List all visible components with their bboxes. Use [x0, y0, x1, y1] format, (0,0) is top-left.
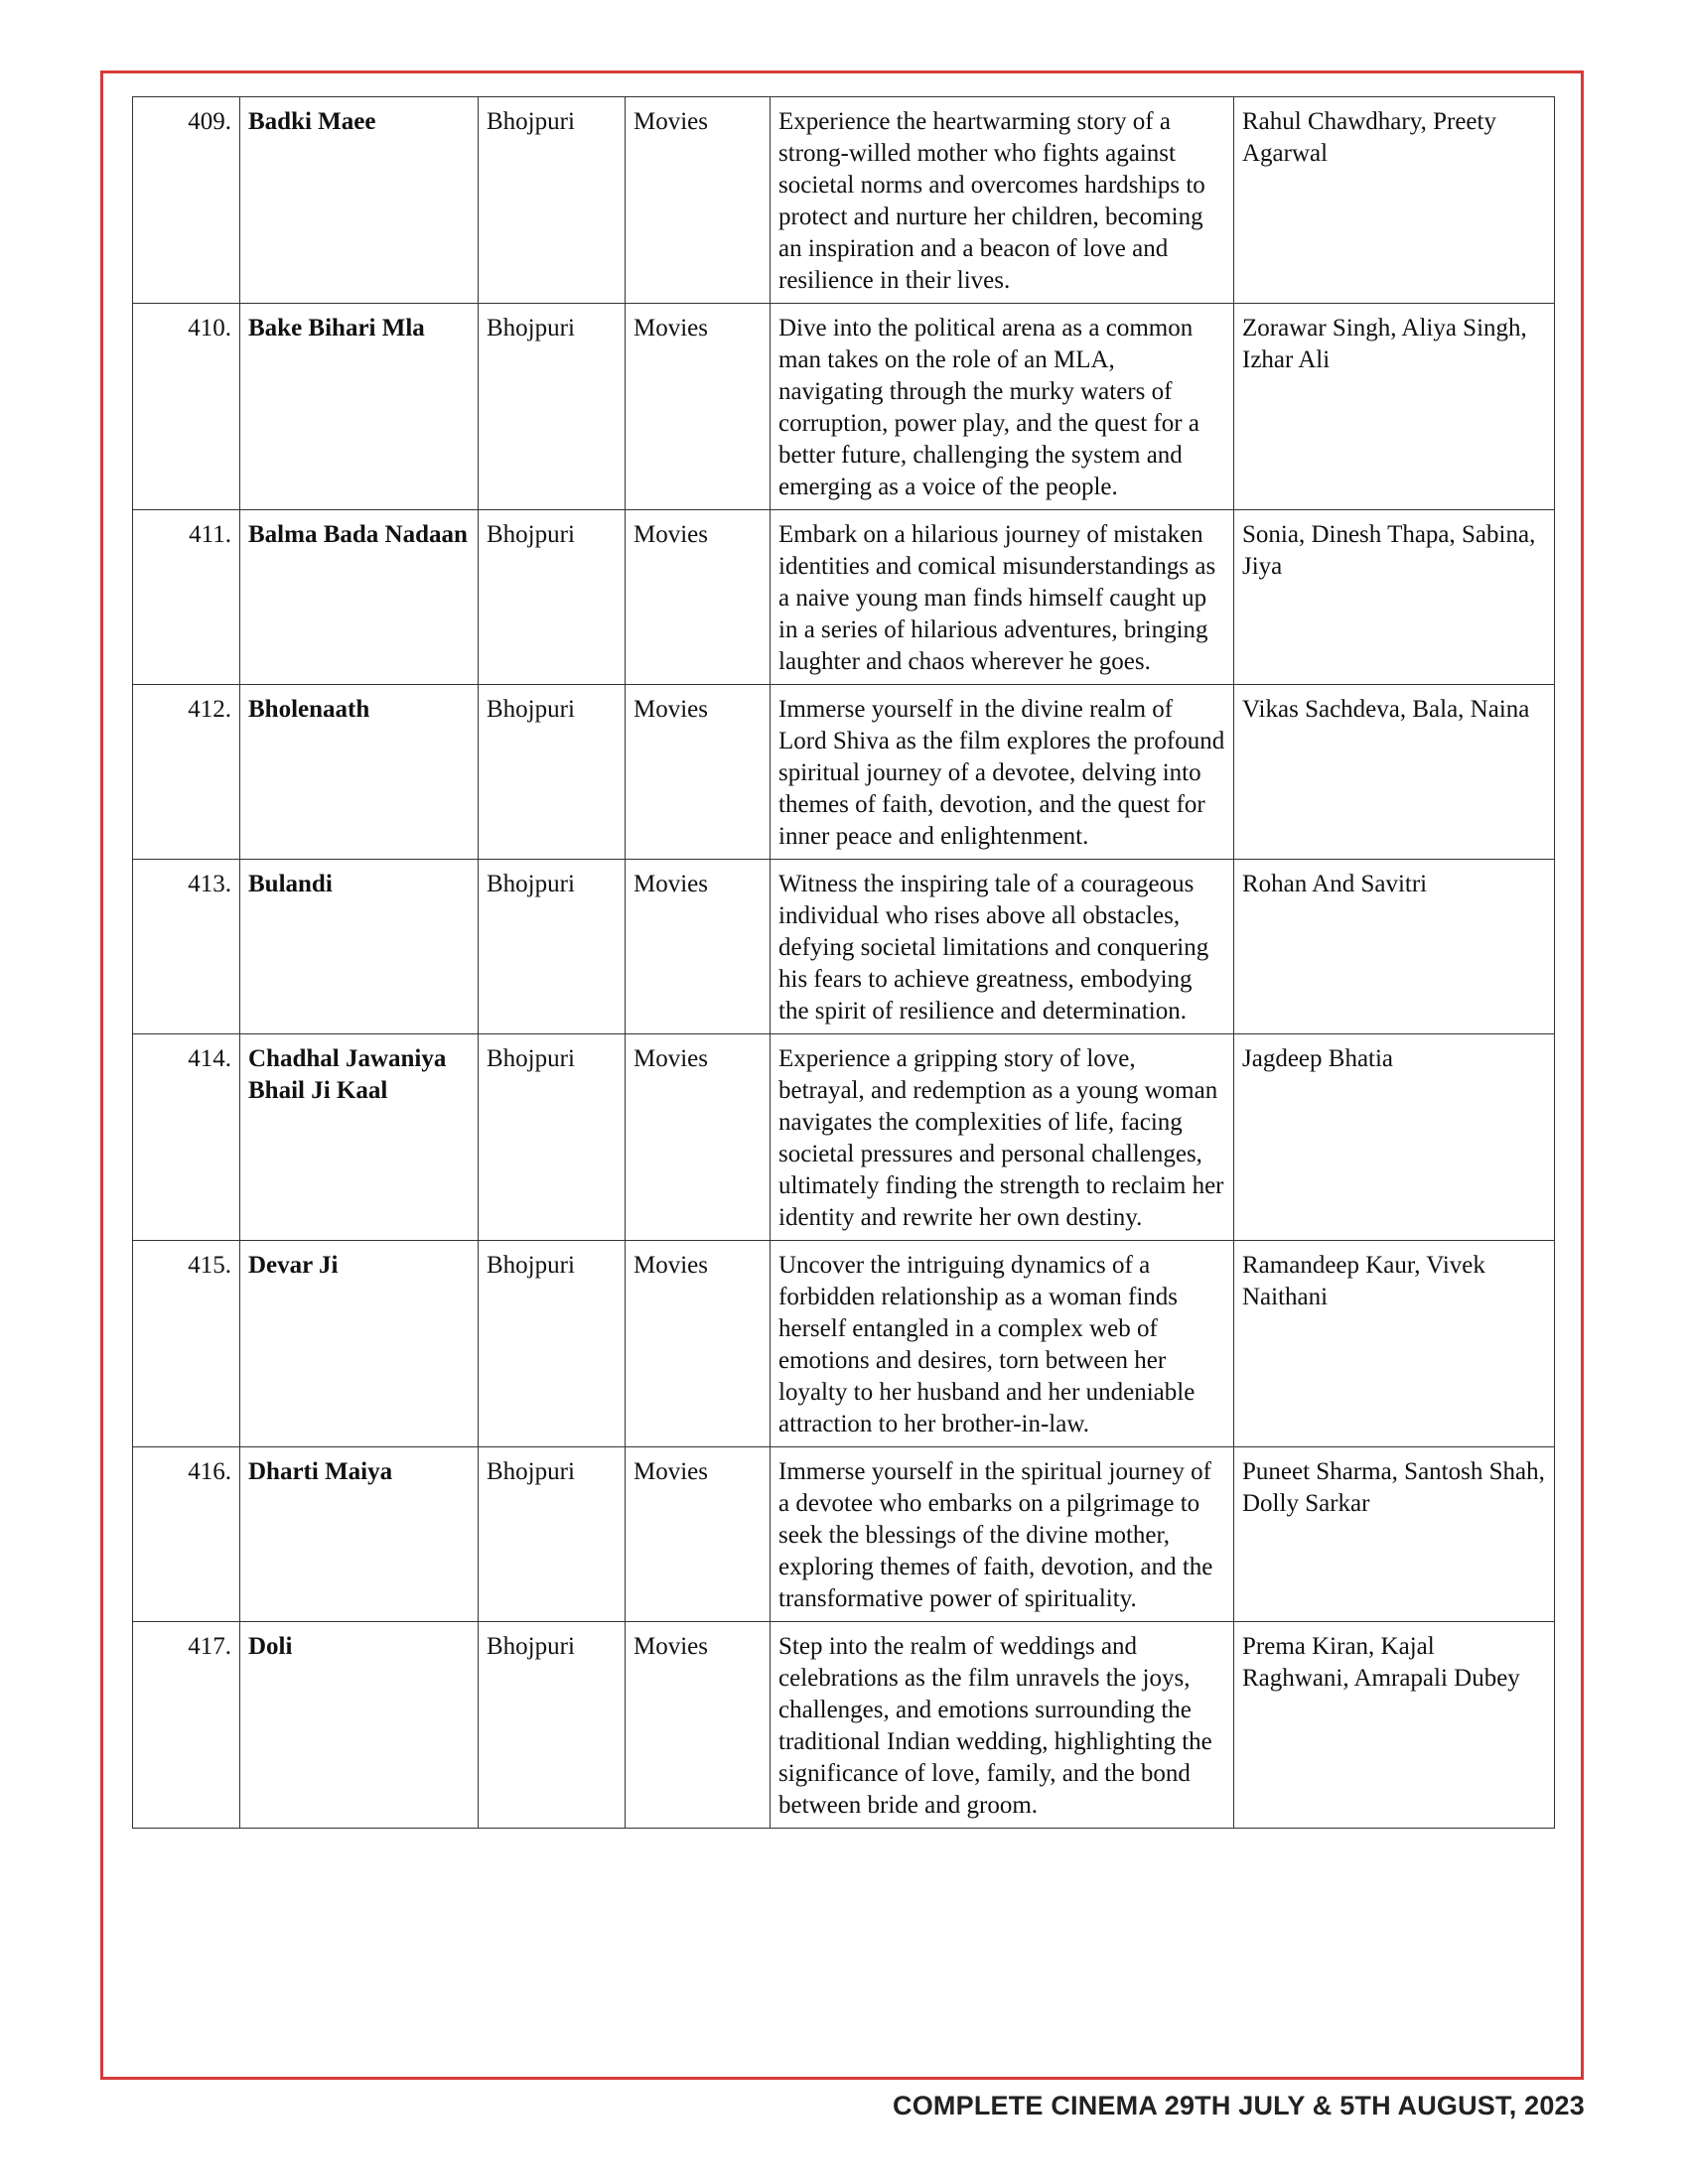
entry-category: Movies [626, 1622, 771, 1829]
listing-table-body [133, 97, 1555, 1829]
entry-language: Bhojpuri [479, 1622, 626, 1829]
entry-language: Bhojpuri [479, 685, 626, 860]
entry-category: Movies [626, 510, 771, 685]
entry-number: 415. [133, 1241, 240, 1447]
entry-number: 416. [133, 1447, 240, 1622]
entry-title: Badki Maee [240, 97, 479, 304]
entry-number: 411. [133, 510, 240, 685]
entry-title: Bake Bihari Mla [240, 304, 479, 510]
entry-cast: Sonia, Dinesh Thapa, Sabina, Jiya [1234, 510, 1555, 685]
entry-title: Devar Ji [240, 1241, 479, 1447]
entry-cast: Prema Kiran, Kajal Raghwani, Amrapali Dubey [1234, 1622, 1555, 1829]
listing-table [132, 96, 1555, 1829]
entry-cast: Rahul Chawdhary, Preety Agarwal [1234, 97, 1555, 304]
table-row [133, 860, 1555, 1034]
entry-number: 412. [133, 685, 240, 860]
entry-number: 410. [133, 304, 240, 510]
entry-category: Movies [626, 1447, 771, 1622]
entry-description: Immerse yourself in the spiritual journey of a devotee who embarks on a pilgrimage to seek the blessings of the divine mother, exploring themes of faith, devotion, and the transformative power of spirituality. [771, 1447, 1234, 1622]
table-row [133, 97, 1555, 304]
entry-language: Bhojpuri [479, 1241, 626, 1447]
entry-title: Balma Bada Nadaan [240, 510, 479, 685]
entry-description: Uncover the intriguing dynamics of a forbidden relationship as a woman finds herself entangled in a complex web of emotions and desires, torn between her loyalty to her husband and her undeniable attraction to her brother-in-law. [771, 1241, 1234, 1447]
entry-number: 417. [133, 1622, 240, 1829]
entry-language: Bhojpuri [479, 510, 626, 685]
entry-title: Chadhal Jawaniya Bhail Ji Kaal [240, 1034, 479, 1241]
entry-number: 409. [133, 97, 240, 304]
entry-description: Dive into the political arena as a common man takes on the role of an MLA, navigating through the murky waters of corruption, power play, and the quest for a better future, challenging the system and emerging as a voice of the people. [771, 304, 1234, 510]
entry-number: 414. [133, 1034, 240, 1241]
entry-language: Bhojpuri [479, 97, 626, 304]
entry-category: Movies [626, 1241, 771, 1447]
entry-description: Step into the realm of weddings and celebrations as the film unravels the joys, challenges, and emotions surrounding the traditional Indian wedding, highlighting the significance of love, family, and the bond between bride and groom. [771, 1622, 1234, 1829]
entry-description: Experience a gripping story of love, betrayal, and redemption as a young woman navigates the complexities of life, facing societal pressures and personal challenges, ultimately finding the strength to reclaim her identity and rewrite her own destiny. [771, 1034, 1234, 1241]
table-row [133, 1622, 1555, 1829]
entry-title: Dharti Maiya [240, 1447, 479, 1622]
entry-cast: Ramandeep Kaur, Vivek Naithani [1234, 1241, 1555, 1447]
entry-category: Movies [626, 860, 771, 1034]
entry-description: Experience the heartwarming story of a strong-willed mother who fights against societal norms and overcomes hardships to protect and nurture her children, becoming an inspiration and a beacon of love and resilience in their lives. [771, 97, 1234, 304]
entry-language: Bhojpuri [479, 1447, 626, 1622]
entry-category: Movies [626, 304, 771, 510]
entry-cast: Vikas Sachdeva, Bala, Naina [1234, 685, 1555, 860]
entry-cast: Puneet Sharma, Santosh Shah, Dolly Sarkar [1234, 1447, 1555, 1622]
table-row [133, 1447, 1555, 1622]
entry-cast: Jagdeep Bhatia [1234, 1034, 1555, 1241]
table-row [133, 510, 1555, 685]
entry-title: Doli [240, 1622, 479, 1829]
entry-language: Bhojpuri [479, 1034, 626, 1241]
footer-publication-line: COMPLETE CINEMA 29TH JULY & 5TH AUGUST, 2023 [893, 2091, 1585, 2120]
entry-category: Movies [626, 1034, 771, 1241]
entry-description: Witness the inspiring tale of a courageous individual who rises above all obstacles, defying societal limitations and conquering his fears to achieve greatness, embodying the spirit of resilience and determination. [771, 860, 1234, 1034]
entry-language: Bhojpuri [479, 304, 626, 510]
entry-cast: Zorawar Singh, Aliya Singh, Izhar Ali [1234, 304, 1555, 510]
entry-category: Movies [626, 97, 771, 304]
entry-title: Bholenaath [240, 685, 479, 860]
table-row [133, 1241, 1555, 1447]
table-row [133, 304, 1555, 510]
entry-description: Embark on a hilarious journey of mistaken identities and comical misunderstandings as a naive young man finds himself caught up in a series of hilarious adventures, bringing laughter and chaos wherever he goes. [771, 510, 1234, 685]
entry-language: Bhojpuri [479, 860, 626, 1034]
table-row [133, 685, 1555, 860]
entry-description: Immerse yourself in the divine realm of Lord Shiva as the film explores the profound spiritual journey of a devotee, delving into themes of faith, devotion, and the quest for inner peace and enlightenment. [771, 685, 1234, 860]
entry-category: Movies [626, 685, 771, 860]
entry-cast: Rohan And Savitri [1234, 860, 1555, 1034]
entry-title: Bulandi [240, 860, 479, 1034]
table-row [133, 1034, 1555, 1241]
entry-number: 413. [133, 860, 240, 1034]
